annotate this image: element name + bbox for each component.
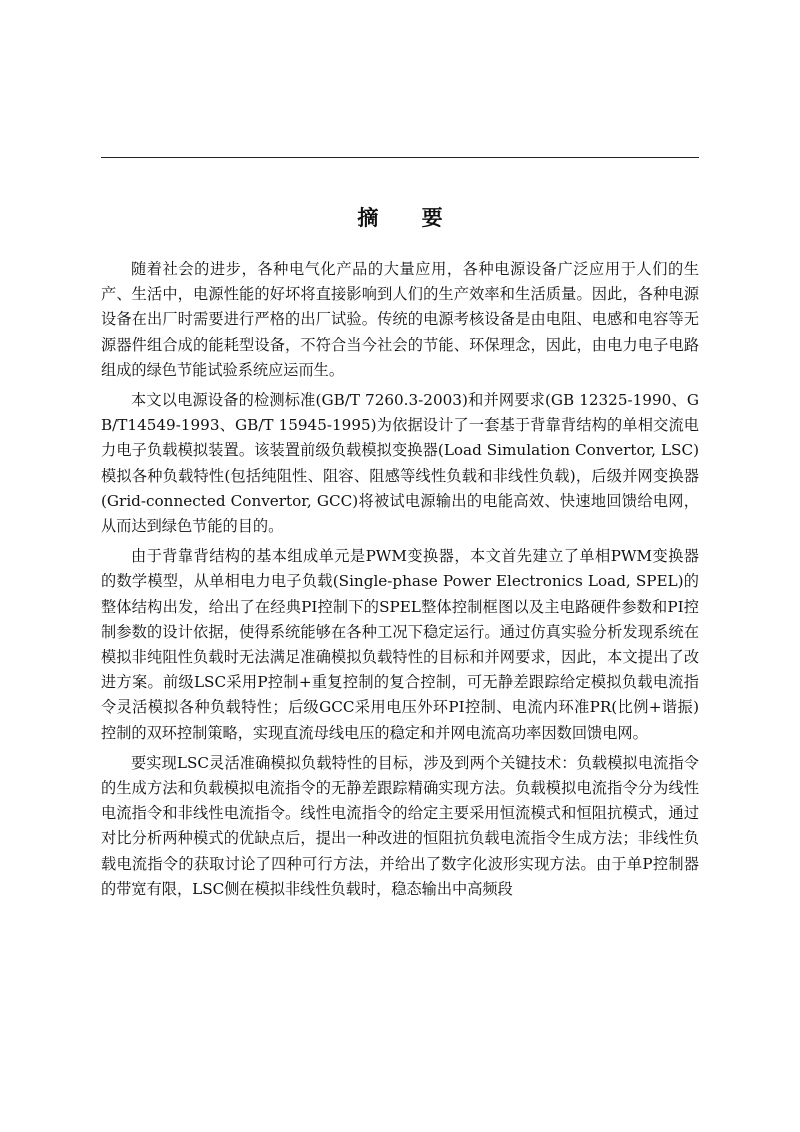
abstract-body [101, 257, 699, 907]
paragraph-3: 由于背靠背结构的基本组成单元是PWM变换器，本文首先建立了单相PWM变换器的数学模型，从单相电力电子负载(Single-phase Power Electronics Load, SPEL)的整体结构出发，给出了在经典PI控制下的SPEL整体控制框图以及主电路硬件参数和PI控制参数的设计依据，使得系统能够在各种工况下稳定运行。通过仿真实验分析发现系统在模拟非纯阻性负载时无法满足准确模拟负载特性的目标和并网要求，因此，本文提出了改进方案。前级LSC采用P控制+重复控制的复合控制，可无静差跟踪给定模拟负载电流指令灵活模拟各种负载特性；后级GCC采用电压外环PI控制、电流内环准PR(比例+谐振)控制的双环控制策略，实现直流母线电压的稳定和并网电流高功率因数回馈电网。 [101, 547, 699, 742]
paragraph-2: 本文以电源设备的检测标准(GB/T 7260.3-2003)和并网要求(GB 12325-1990、GB/T14549-1993、GB/T 15945-1995)为依据设计了一套基于背靠背结构的单相交流电力电子负载模拟装置。该装置前级负载模拟变换器(Load Simulation Convertor, LSC)模拟各种负载特性(包括纯阻性、阻容、阻感等线性负载和非线性负载)，后级并网变换器(Grid-connected Convertor, GCC)将被试电源输出的电能高效、快速地回馈给电网，从而达到绿色节能的目的。 [101, 391, 699, 536]
header-rule [101, 157, 699, 158]
page-title: 摘 要 [357, 205, 461, 230]
paragraph-1: 随着社会的进步，各种电气化产品的大量应用，各种电源设备广泛应用于人们的生产、生活中，电源性能的好坏将直接影响到人们的生产效率和生活质量。因此，各种电源设备在出厂时需要进行严格的出厂试验。传统的电源考核设备是由电阻、电感和电容等无源器件组合成的能耗型设备，不符合当今社会的节能、环保理念，因此，由电力电子电路组成的绿色节能试验系统应运而生。 [101, 260, 699, 379]
paragraph-4: 要实现LSC灵活准确模拟负载特性的目标，涉及到两个关键技术：负载模拟电流指令的生成方法和负载模拟电流指令的无静差跟踪精确实现方法。负载模拟电流指令分为线性电流指令和非线性电流指令。线性电流指令的给定主要采用恒流模式和恒阻抗模式，通过对比分析两种模式的优缺点后，提出一种改进的恒阻抗负载电流指令生成方法；非线性负载电流指令的获取讨论了四种可行方法，并给出了数字化波形实现方法。由于单P控制器的带宽有限，LSC侧在模拟非线性负载时，稳态输出中高频段 [101, 753, 699, 898]
